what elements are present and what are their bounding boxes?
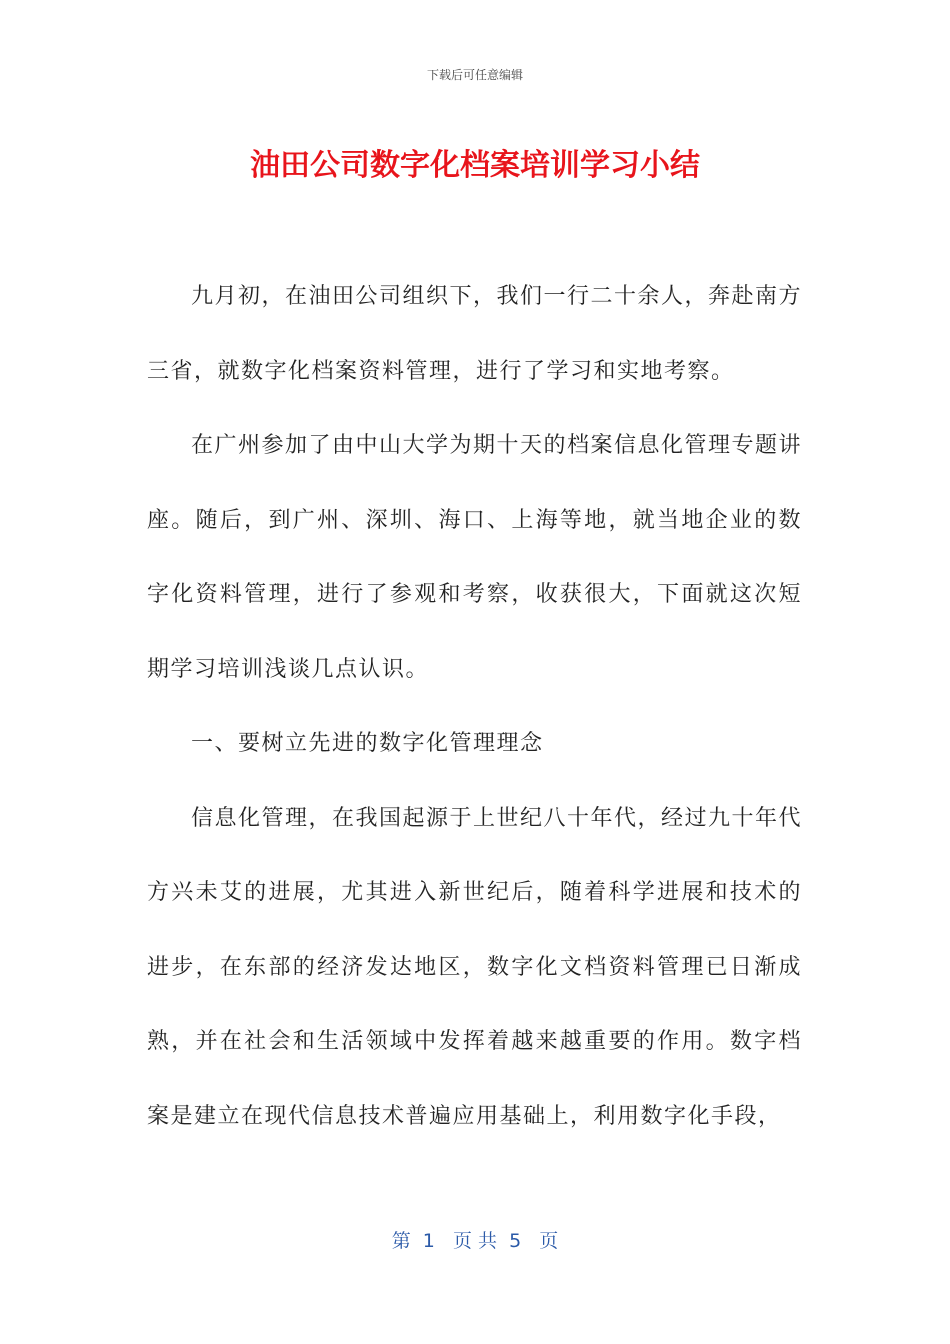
header-note: 下载后可任意编辑 [426, 68, 523, 82]
document-title: 油田公司数字化档案培训学习小结 [250, 148, 700, 183]
section-heading-1: 一、要树立先进的数字化管理理念 [191, 731, 544, 756]
paragraph-guangzhou: 在广州参加了由中山大学为期十天的档案信息化管理专题讲座。随后，到广州、深圳、海口、上海等地，就当地企业的数字化资料管理，进行了参观和考察，收获很大，下面就这次短期学习培训浅谈几点认识。 [147, 433, 803, 682]
paragraph-intro: 九月初，在油田公司组织下，我们一行二十余人，奔赴南方三省，就数字化档案资料管理，进行了学习和实地考察。 [147, 284, 803, 384]
paragraph-info-management: 信息化管理，在我国起源于上世纪八十年代，经过九十年代方兴未艾的进展，尤其进入新世纪后，随着科学进展和技术的进步，在东部的经济发达地区，数字化文档资料管理已日渐成熟，并在社会和生活领域中发挥着越来越重要的作用。数字档案是建立在现代信息技术普遍应用基础上，利用数字化手段， [147, 805, 803, 1129]
page-footer: 第 1 页 共 5 页 [391, 1230, 559, 1252]
document-body [147, 260, 802, 1154]
